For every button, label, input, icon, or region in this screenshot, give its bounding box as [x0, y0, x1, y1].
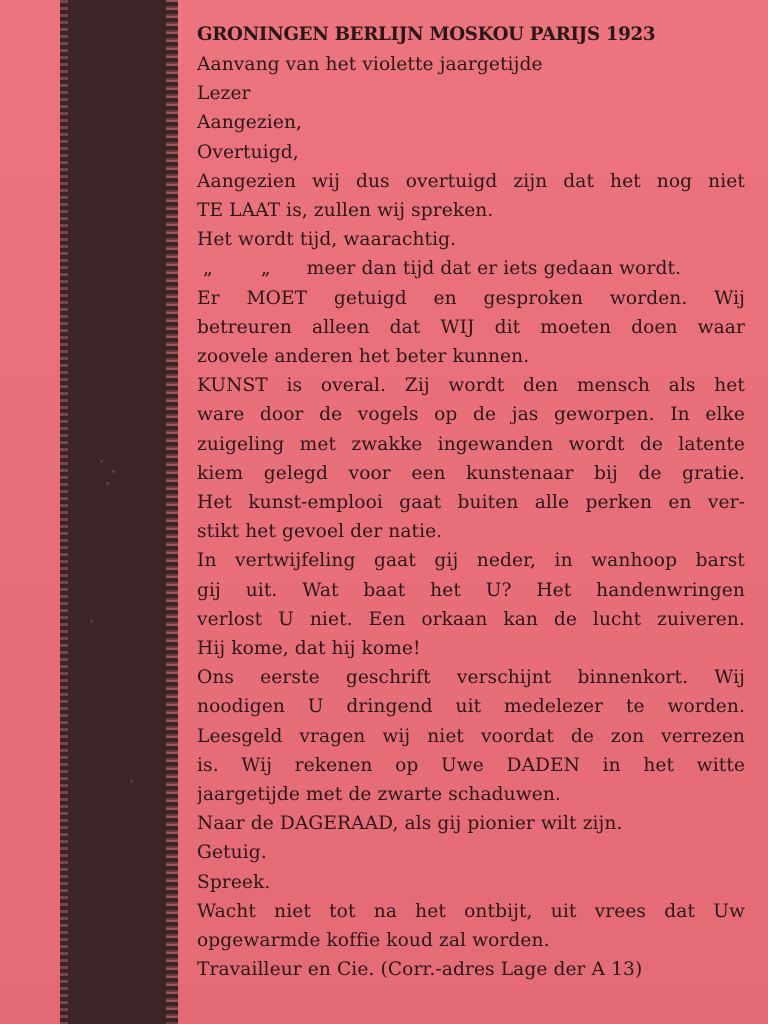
text-line: Er MOET getuigd en gesproken worden. Wij: [197, 287, 745, 309]
text-line: Aanvang van het violette jaargetijde: [197, 54, 543, 75]
text-line: verlost U niet. Een orkaan kan de lucht zuiveren.: [197, 608, 745, 630]
text-line: Hij kome, dat hij kome!: [197, 638, 421, 660]
text-line: kiem gelegd voor een kunstenaar bij de gratie.: [197, 462, 745, 484]
bar-speck: [100, 460, 103, 463]
bar-speck: [112, 470, 115, 473]
text-line: Wacht niet tot na het ontbijt, uit vrees dat Uw: [197, 900, 745, 922]
text-line: KUNST is overal. Zij wordt den mensch als het: [197, 375, 745, 397]
text-line: stikt het gevoel der natie.: [197, 521, 443, 543]
text-line: Leesgeld vragen wij niet voordat de zon verrezen: [197, 725, 745, 747]
text-line: TE LAAT is, zullen wij spreken.: [197, 200, 494, 222]
text-line: Travailleur en Cie. (Corr.-adres Lage der A 13): [197, 959, 643, 981]
text-line: zuigeling met zwakke ingewanden wordt de latente: [197, 433, 745, 455]
text-line: ware door de vogels op de jas geworpen. In elke: [197, 404, 745, 426]
text-line: noodigen U dringend uit medelezer te worden.: [197, 696, 745, 718]
manifesto-text: [197, 20, 745, 985]
text-line: is. Wij rekenen op Uwe DADEN in het witte: [197, 754, 745, 776]
text-line: gij uit. Wat baat het U? Het handenwringen: [197, 579, 745, 601]
text-line: Ons eerste geschrift verschijnt binnenkort. Wij: [197, 667, 745, 689]
text-line: Het wordt tijd, waarachtig.: [197, 229, 457, 251]
text-line: zoovele anderen het beter kunnen.: [197, 346, 530, 368]
text-line: Aangezien wij dus overtuigd zijn dat het nog niet: [197, 170, 745, 192]
bar-speck: [106, 482, 109, 485]
text-line: Aangezien,: [197, 112, 303, 134]
text-line: Overtuigd,: [197, 141, 299, 163]
text-line: jaargetijde met de zwarte schaduwen.: [197, 784, 561, 806]
bar-speck: [90, 620, 93, 623]
text-line: opgewarmde koffie koud zal worden.: [197, 930, 550, 952]
bar-speck: [130, 780, 133, 783]
vertical-black-bar: [60, 0, 178, 1024]
text-line: Lezer: [197, 83, 251, 105]
text-line: Spreek.: [197, 871, 271, 893]
text-line: Het kunst-emplooi gaat buiten alle perken en ver-: [197, 492, 745, 514]
text-line: betreuren alleen dat WIJ dit moeten doen waar: [197, 316, 745, 338]
heading: GRONINGEN BERLIJN MOSKOU PARIJS 1923: [197, 24, 656, 45]
text-line: Getuig.: [197, 842, 267, 864]
text-line: Naar de DAGERAAD, als gij pionier wilt zijn.: [197, 813, 623, 835]
text-line: In vertwijfeling gaat gij neder, in wanhoop barst: [197, 550, 745, 572]
text-line: „ „ meer dan tijd dat er iets gedaan wordt.: [197, 258, 682, 280]
